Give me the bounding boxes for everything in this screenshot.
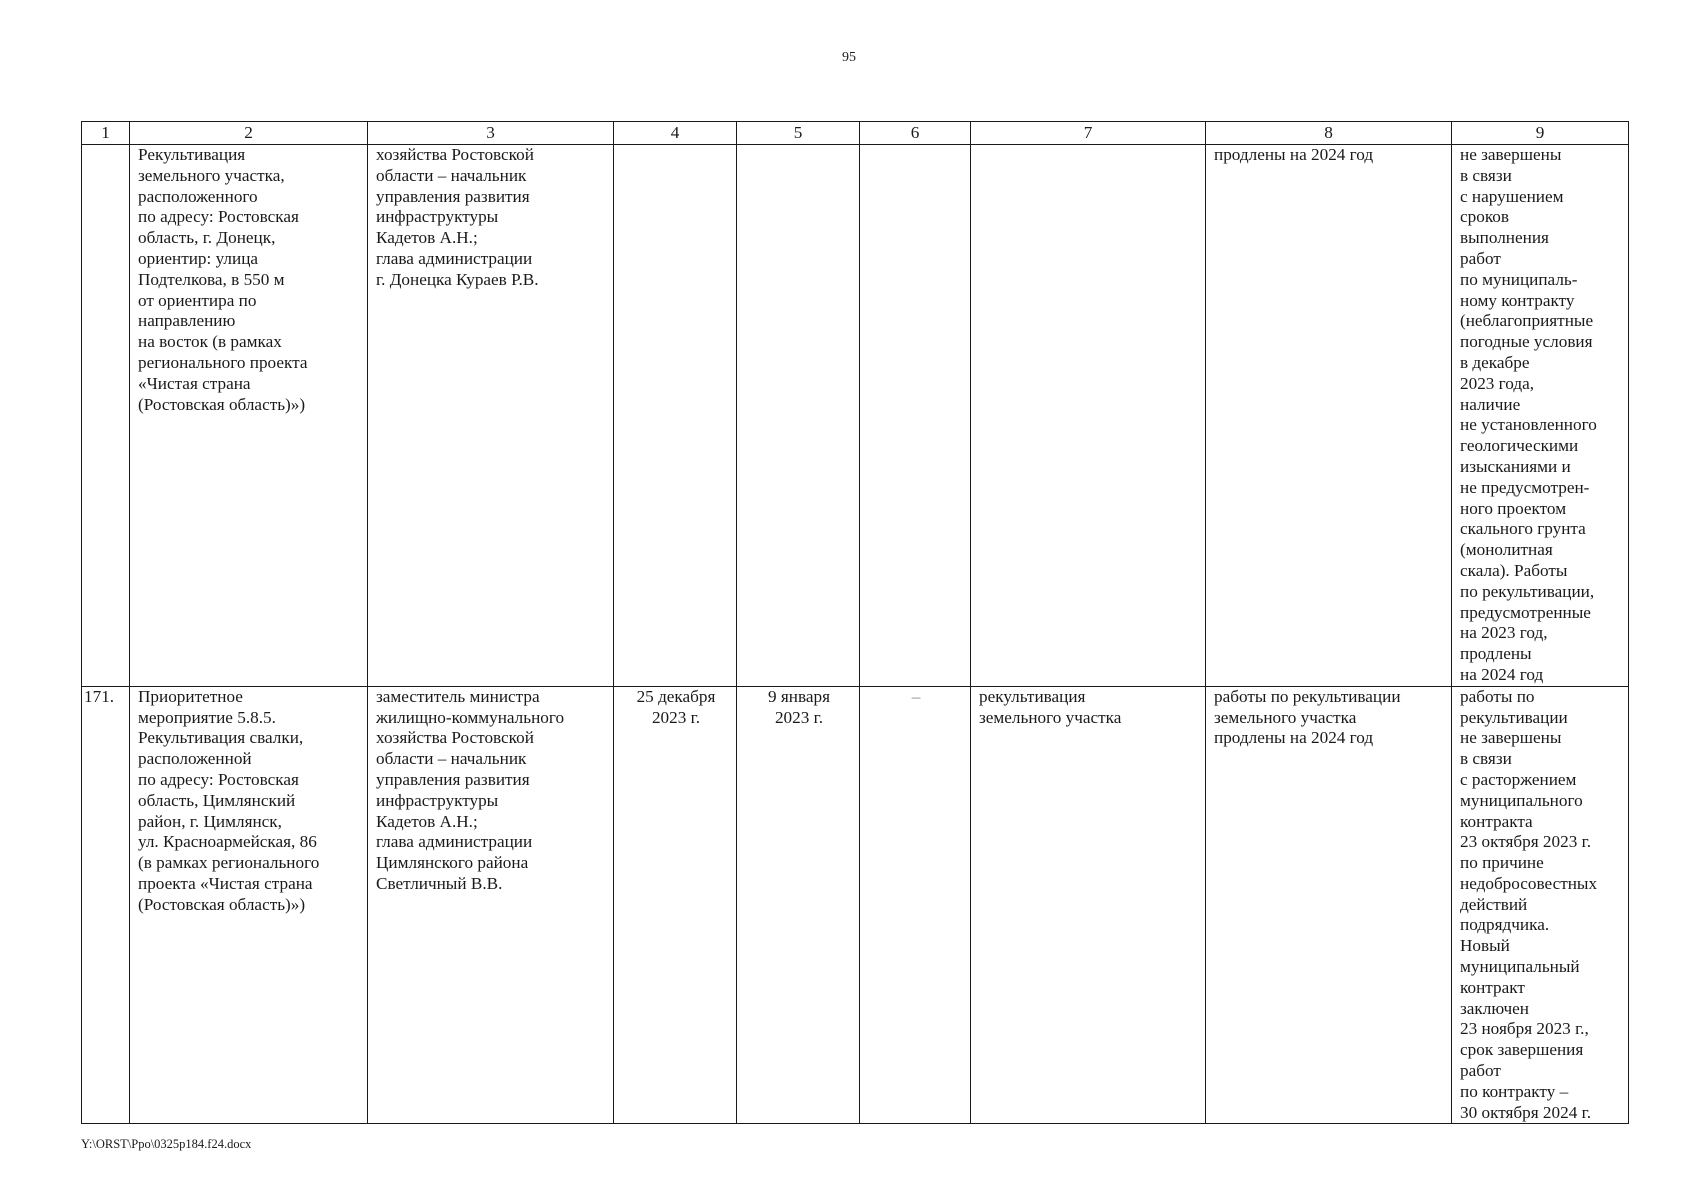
column-header-6: 6 [860,122,971,145]
actual-result-cell: работы по рекультивации земельного участка продлены на 2024 год [1206,686,1452,1124]
column-header-2: 2 [130,122,368,145]
column-header-5: 5 [737,122,860,145]
column-6-cell: – [860,686,971,1124]
column-header-3: 3 [368,122,614,145]
column-header-7: 7 [971,122,1206,145]
responsible-cell: заместитель министра жилищно-коммунального хозяйства Ростовской области – начальник управления развития инфраструктуры Кадетов А.Н.; глава администрации Цимлянского района Светличный В.В. [368,686,614,1124]
responsible-cell: хозяйства Ростовской области – начальник управления развития инфраструктуры Кадетов А.Н.; глава администрации г. Донецка Кураев Р.В. [368,145,614,687]
column-header-8: 8 [1206,122,1452,145]
page-number: 95 [842,50,856,65]
event-name-cell: Рекультивация земельного участка, расположенного по адресу: Ростовская область, г. Донецк, ориентир: улица Подтелкова, в 550 м от ориентира по направлению на восток (в рамках регионального проекта «Чистая страна (Ростовская область)») [130,145,368,687]
column-header-1: 1 [82,122,130,145]
table-row [82,145,1629,687]
planned-result-cell: рекультивация земельного участка [971,686,1206,1124]
table-row [82,686,1629,1124]
planned-result-cell [971,145,1206,687]
planned-date-cell: 25 декабря 2023 г. [614,686,737,1124]
footer-file-path: Y:\ORST\Ppo\0325p184.f24.docx [81,1137,252,1151]
column-6-cell [860,145,971,687]
reasons-cell: работы по рекультивации не завершены в связи с расторжением муниципального контракта 23 октября 2023 г. по причине недобросовестных действий подрядчика. Новый муниципальный контракт заключен 23 ноября 2023 г., срок завершения работ по контракту – 30 октября 2024 г. [1452,686,1629,1124]
reasons-cell: не завершены в связи с нарушением сроков выполнения работ по муниципаль- ному контракту (неблагоприятные погодные условия в декабре 2023 года, наличие не установленного геологическими изысканиями и не предусмотрен- ного проектом скального грунта (монолитная скала). Работы по рекультивации, предусмотренные на 2023 год, продлены на 2024 год [1452,145,1629,687]
row-number-cell: 171. [82,686,130,1124]
actual-date-cell [737,145,860,687]
actual-date-cell: 9 января 2023 г. [737,686,860,1124]
column-header-9: 9 [1452,122,1629,145]
column-header-4: 4 [614,122,737,145]
event-name-cell: Приоритетное мероприятие 5.8.5. Рекультивация свалки, расположенной по адресу: Ростовская область, Цимлянский район, г. Цимлянск, ул. Красноармейская, 86 (в рамках регионального проекта «Чистая страна (Ростовская область)») [130,686,368,1124]
row-number-cell [82,145,130,687]
table-header-row [82,122,1629,145]
planned-date-cell [614,145,737,687]
report-table [81,121,1629,1124]
actual-result-cell: продлены на 2024 год [1206,145,1452,687]
